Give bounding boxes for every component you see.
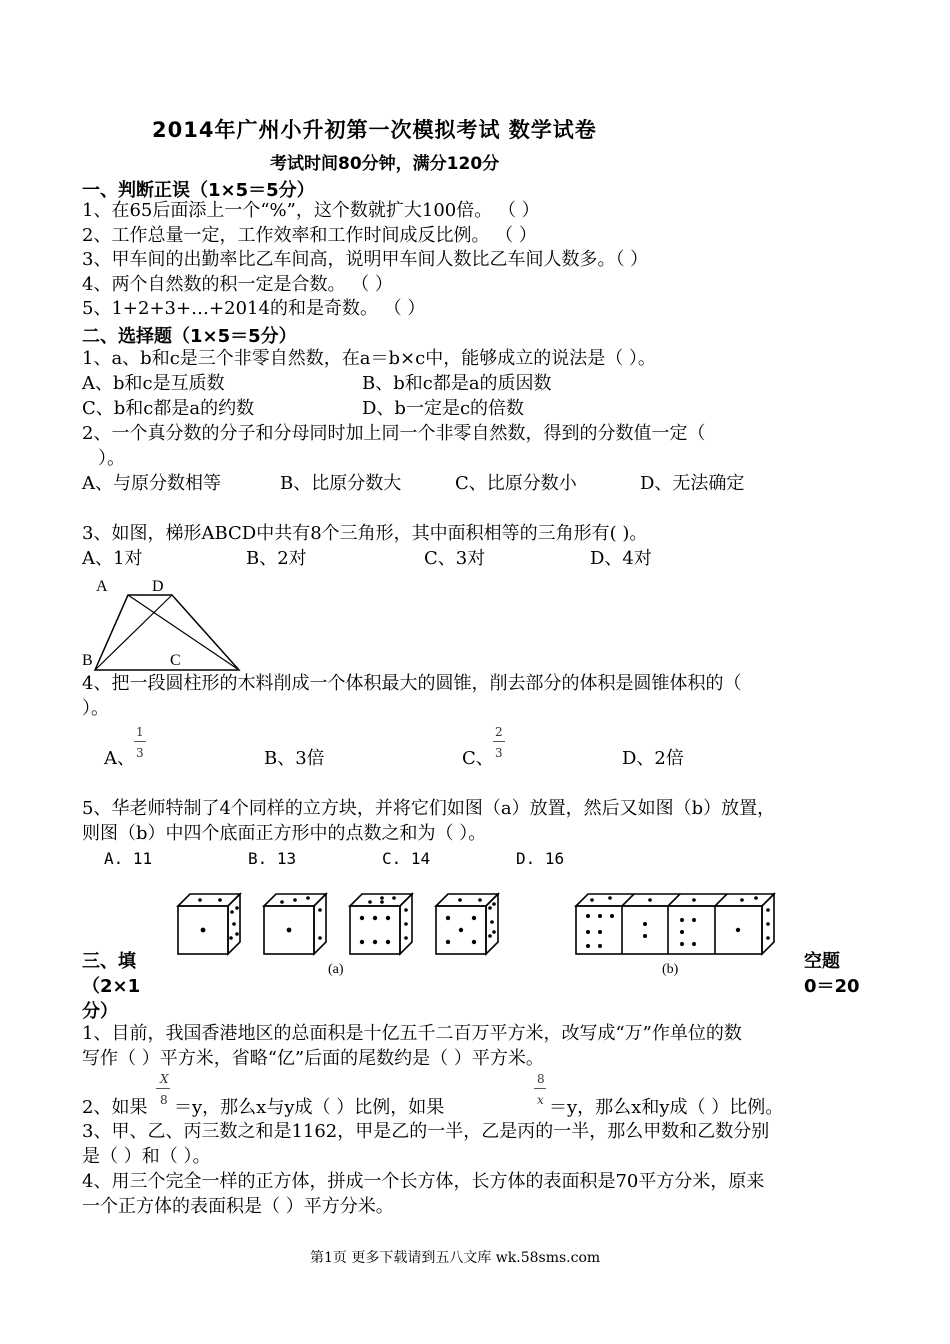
s3-q2-mid: ＝y，那么x与y成（ ）比例，如果: [174, 1097, 445, 1118]
label-a: A: [96, 578, 108, 595]
s2-q2-stem-2: ）。: [98, 448, 125, 469]
s3-q2-end: ＝y，那么x和y成（ ）比例。: [549, 1097, 784, 1118]
diagonal-ac: [128, 595, 239, 670]
s2-q5-opt-a: A. 11: [104, 849, 153, 868]
s2-q3-opt-a: A、1对: [82, 548, 143, 569]
q2-frac2-num: 8: [537, 1072, 545, 1086]
s2-q2-opt-b: B、比原分数大: [280, 473, 402, 494]
caption-a: (a): [328, 962, 344, 977]
label-d: D: [152, 578, 164, 595]
s2-q1-opt-d: D、b一定是c的倍数: [362, 398, 525, 419]
label-c: C: [170, 652, 181, 669]
s2-q5-opt-d: D. 16: [516, 849, 565, 868]
frac-c-den: 3: [495, 746, 503, 760]
s2-q3-opt-b: B、2对: [246, 548, 307, 569]
s3-q1-line1: 1、目前，我国香港地区的总面积是十亿五千二百万平方米，改写成“万”作单位的数: [82, 1023, 742, 1044]
s1-item-4: 4、两个自然数的积一定是合数。 （ ）: [82, 274, 393, 295]
page-footer: 第1页 更多下载请到五八文库 wk.58sms.com: [310, 1250, 601, 1266]
page-subtitle: 考试时间80分钟，满分120分: [270, 154, 500, 174]
section3-heading-line3: 分）: [82, 1001, 118, 1022]
section3-heading-line2-left: （2×1: [82, 976, 141, 997]
s2-q2-opt-d: D、无法确定: [640, 473, 745, 494]
s2-q4-stem-2: ）。: [82, 698, 109, 719]
s1-item-3: 3、甲车间的出勤率比乙车间高，说明甲车间人数比乙车间人数多。（ ）: [82, 249, 649, 270]
s2-q3-stem: 3、如图，梯形ABCD中共有8个三角形，其中面积相等的三角形有( )。: [82, 523, 648, 544]
section3-heading-left: 三、填: [82, 951, 136, 972]
s3-q3-line1: 3、甲、乙、丙三数之和是1162，甲是乙的一半，乙是丙的一半，那么甲数和乙数分别: [82, 1121, 770, 1142]
section3-heading-right: 空题: [804, 951, 840, 972]
s1-item-5: 5、1+2+3+…+2014的和是奇数。 （ ）: [82, 298, 426, 319]
s2-q5-opt-b: B. 13: [248, 849, 297, 868]
s3-q1-line2: 写作（ ）平方米，省略“亿”后面的尾数约是（ ）平方米。: [82, 1048, 544, 1069]
s1-item-2: 2、工作总量一定，工作效率和工作时间成反比例。 （ ）: [82, 225, 537, 246]
s2-q4-stem-1: 4、把一段圆柱形的木料削成一个体积最大的圆锥，削去部分的体积是圆锥体积的（: [82, 673, 742, 694]
section1-heading: 一、判断正误（1×5＝5分）: [82, 180, 315, 201]
s2-q1-opt-c: C、b和c都是a的约数: [82, 398, 255, 419]
s2-q4-opt-b: B、3倍: [264, 748, 325, 769]
frac-a-num: 1: [136, 725, 144, 739]
dice-figure-b: [570, 886, 780, 962]
s2-q1-opt-a: A、b和c是互质数: [82, 373, 225, 394]
s2-q1-stem: 1、a、b和c是三个非零自然数，在a＝b×c中，能够成立的说法是（ ）。: [82, 348, 656, 369]
s3-q3-line2: 是（ ）和（ ）。: [82, 1146, 211, 1167]
page-title: 2014年广州小升初第一次模拟考试 数学试卷: [152, 118, 597, 142]
frac-a-bar: [134, 741, 146, 742]
s2-q5-stem-1: 5、华老师特制了4个同样的立方块，并将它们如图（a）放置，然后又如图（b）放置，: [82, 798, 776, 819]
q2-frac2-bar: [534, 1088, 546, 1089]
s2-q2-opt-c: C、比原分数小: [455, 473, 577, 494]
frac-c-bar: [493, 741, 505, 742]
section2-heading: 二、选择题（1×5＝5分）: [82, 326, 297, 347]
diagonal-bd: [95, 595, 172, 670]
s2-q4-opt-a: A、: [104, 748, 135, 769]
s2-q5-opt-c: C. 14: [382, 849, 431, 868]
label-b: B: [82, 652, 93, 669]
caption-b: (b): [662, 962, 679, 977]
s2-q3-opt-d: D、4对: [590, 548, 652, 569]
s3-q2-prefix: 2、如果: [82, 1097, 148, 1118]
trapezoid-figure: [82, 572, 252, 677]
s3-q4-line1: 4、用三个完全一样的正方体，拼成一个长方体，长方体的表面积是70平方分米，原来: [82, 1171, 765, 1192]
frac-a-den: 3: [136, 746, 144, 760]
s3-q4-line2: 一个正方体的表面积是（ ）平方分米。: [82, 1196, 394, 1217]
s2-q4-opt-d: D、2倍: [622, 748, 684, 769]
s1-item-1: 1、在65后面添上一个“%”，这个数就扩大100倍。 （ ）: [82, 200, 540, 221]
q2-frac2-den: x: [537, 1093, 544, 1107]
s2-q4-opt-c: C、: [462, 748, 494, 769]
s2-q5-stem-2: 则图（b）中四个底面正方形中的点数之和为（ ）。: [82, 823, 487, 844]
q2-frac1-num: X: [160, 1072, 169, 1086]
s2-q3-opt-c: C、3对: [424, 548, 486, 569]
s2-q2-opt-a: A、与原分数相等: [82, 473, 221, 494]
s2-q1-opt-b: B、b和c都是a的质因数: [362, 373, 552, 394]
section3-heading-line2-right: 0＝20: [804, 976, 860, 997]
frac-c-num: 2: [495, 725, 503, 739]
q2-frac1-den: 8: [160, 1093, 168, 1107]
s2-q2-stem-1: 2、一个真分数的分子和分母同时加上同一个非零自然数，得到的分数值一定（: [82, 423, 706, 444]
q2-frac1-bar: [156, 1088, 170, 1089]
trapezoid-outline: [95, 595, 239, 670]
